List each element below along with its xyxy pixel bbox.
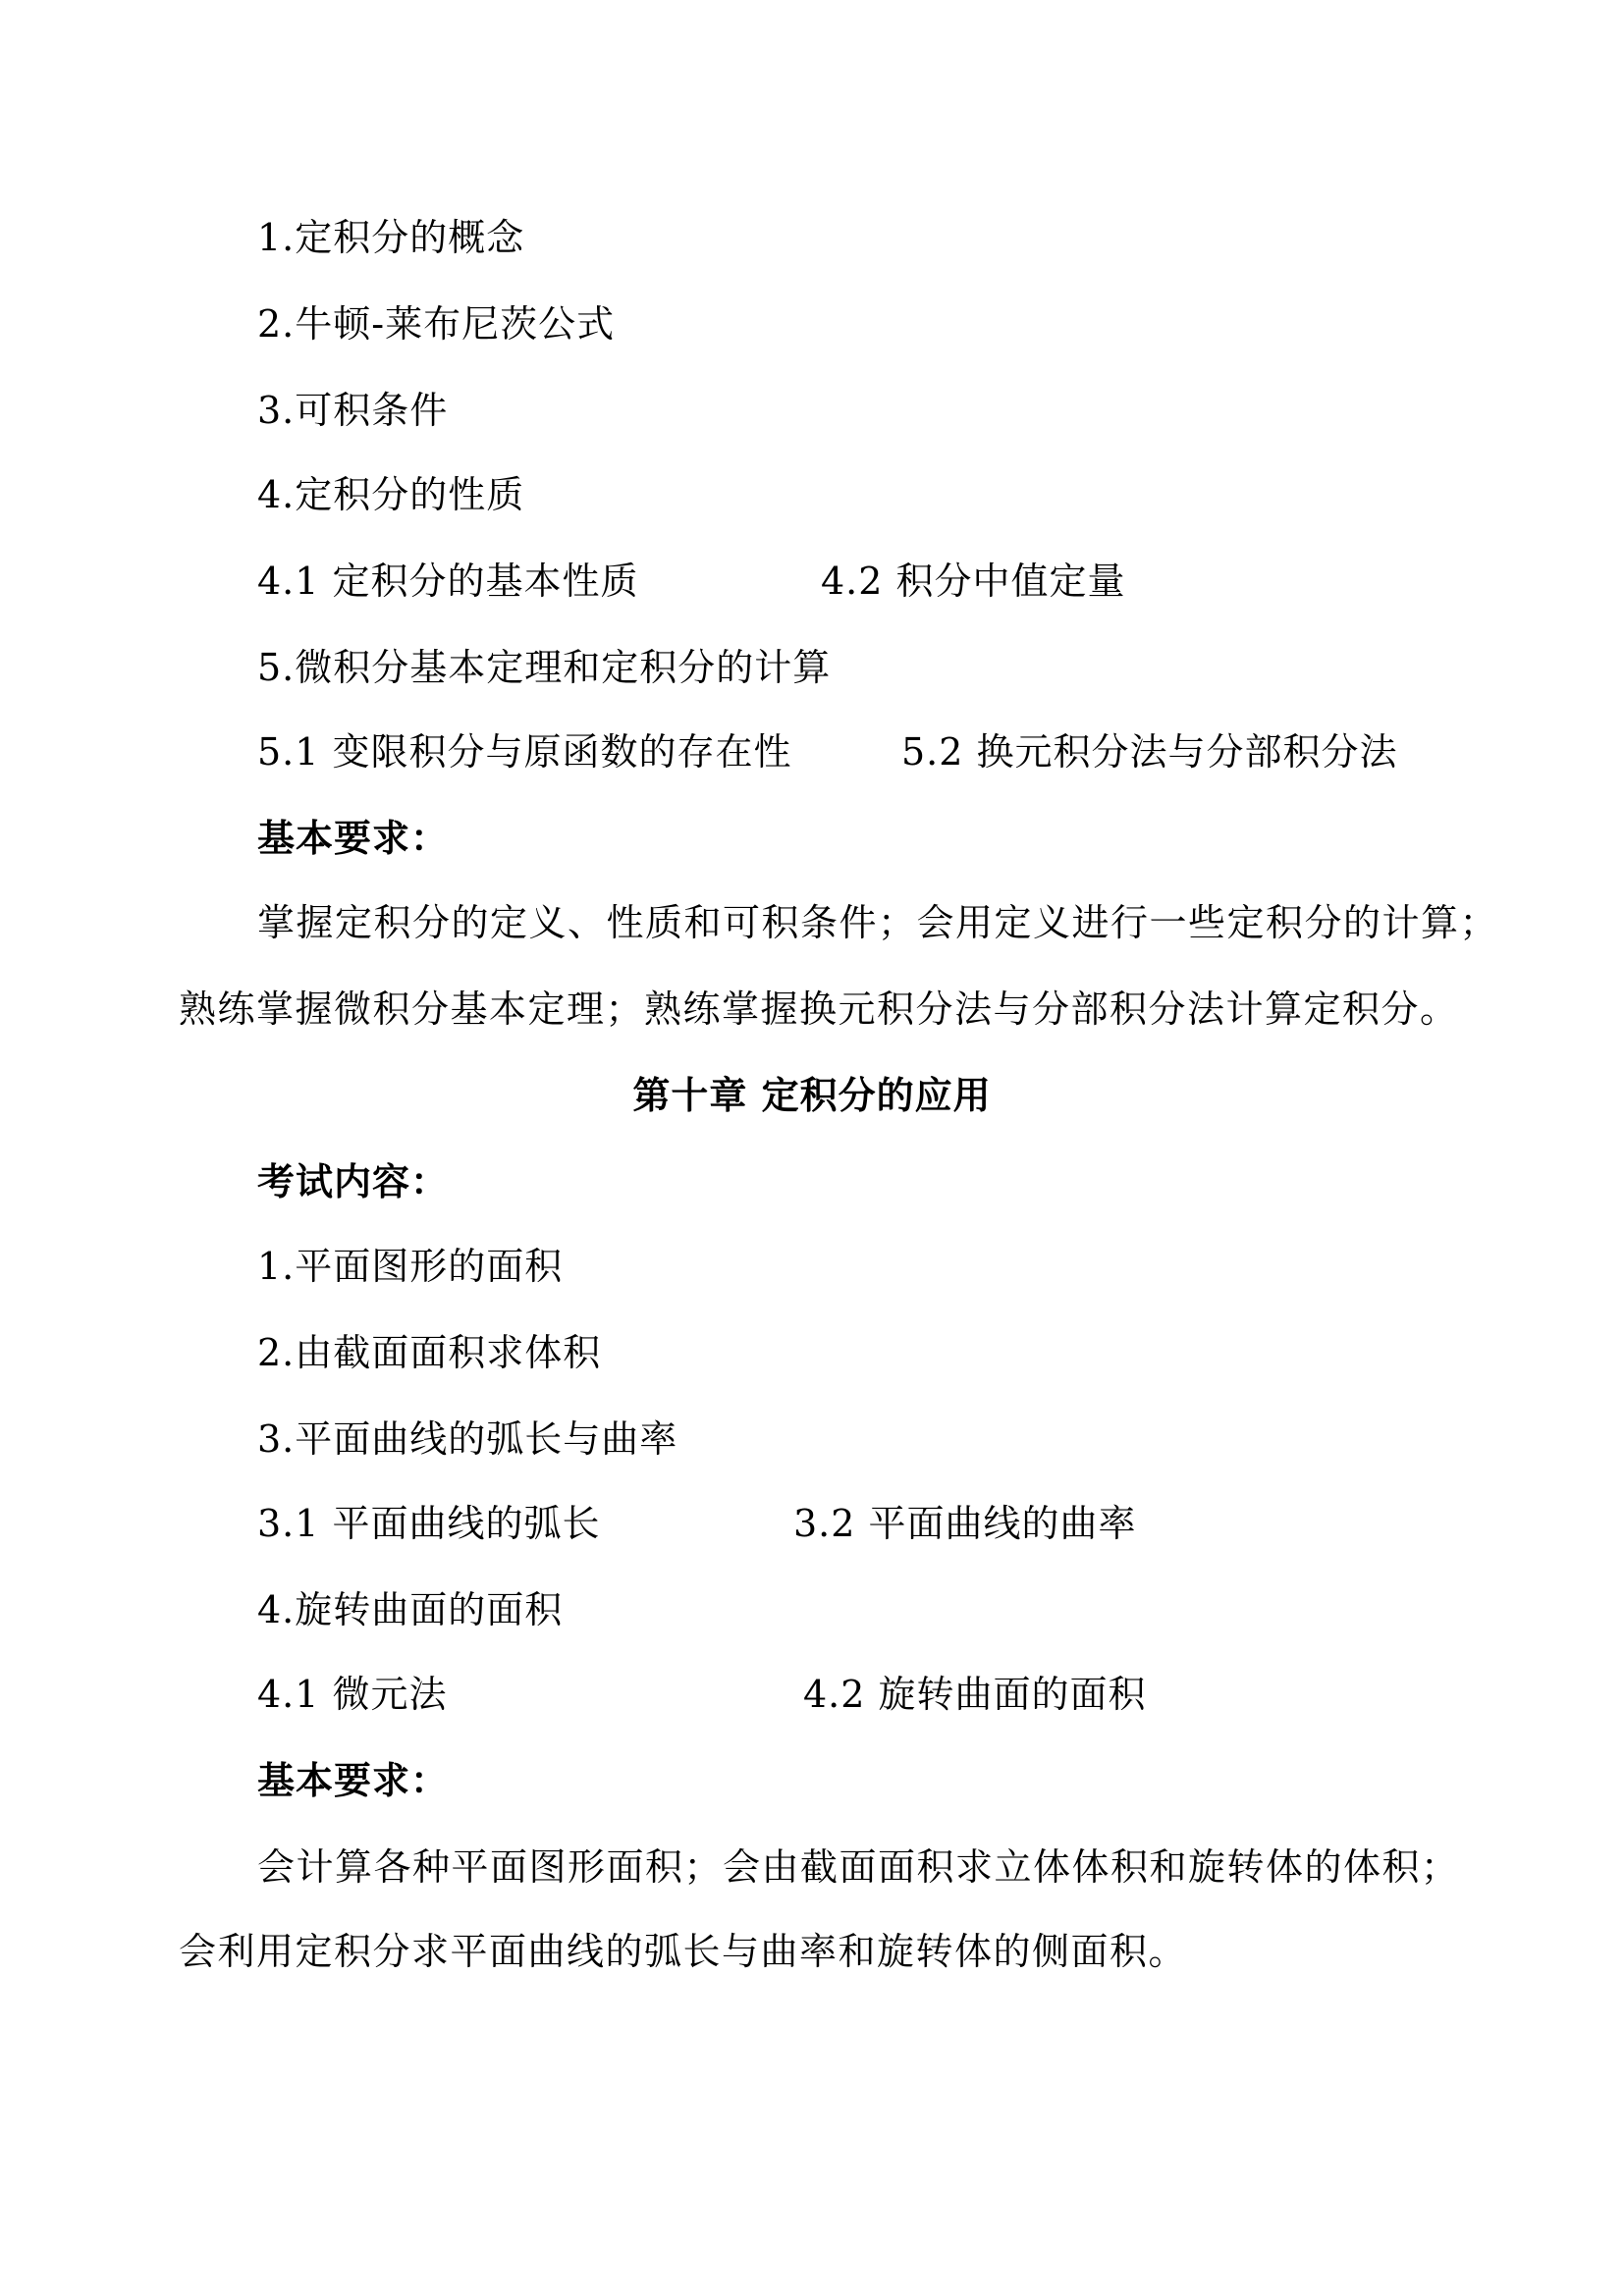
subsection-right: 4.2 旋转曲面的面积 <box>803 1673 1147 1716</box>
subsection-right: 5.2 换元积分法与分部积分法 <box>901 730 1398 774</box>
list-item: 4.旋转曲面的面积 <box>257 1588 564 1631</box>
subsection-right: 4.2 积分中值定量 <box>821 560 1126 603</box>
list-item: 3.平面曲线的弧长与曲率 <box>257 1417 678 1461</box>
list-item: 2.由截面面积求体积 <box>257 1331 602 1374</box>
chapter-title: 第十章 定积分的应用 <box>632 1074 992 1117</box>
requirements-text: 会利用定积分求平面曲线的弧长与曲率和旋转体的侧面积。 <box>179 1930 1188 1973</box>
subsection-row <box>257 556 1126 607</box>
subsection-row <box>257 1498 1137 1549</box>
list-item: 5.微积分基本定理和定积分的计算 <box>257 646 832 689</box>
list-item: 1.定积分的概念 <box>257 216 525 259</box>
subsection-right: 3.2 平面曲线的曲率 <box>793 1502 1137 1545</box>
list-item: 1.平面图形的面积 <box>257 1245 564 1288</box>
requirements-heading: 基本要求： <box>257 817 450 860</box>
requirements-text: 掌握定积分的定义、性质和可积条件；会用定义进行一些定积分的计算； <box>257 901 1499 944</box>
subsection-left: 4.1 定积分的基本性质 <box>257 560 639 603</box>
list-item: 4.定积分的性质 <box>257 473 525 516</box>
requirements-heading: 基本要求： <box>257 1759 450 1802</box>
subsection-row <box>257 726 1398 777</box>
subsection-left: 5.1 变限积分与原函数的存在性 <box>257 730 792 774</box>
subsection-left: 4.1 微元法 <box>257 1673 448 1716</box>
list-item: 3.可积条件 <box>257 389 449 432</box>
content-heading: 考试内容： <box>257 1160 450 1203</box>
requirements-text: 熟练掌握微积分基本定理；熟练掌握换元积分法与分部积分法计算定积分。 <box>179 988 1459 1031</box>
subsection-left: 3.1 平面曲线的弧长 <box>257 1502 601 1545</box>
subsection-row <box>257 1669 1147 1720</box>
requirements-text: 会计算各种平面图形面积；会由截面面积求立体体积和旋转体的体积； <box>257 1845 1460 1889</box>
list-item: 2.牛顿-莱布尼茨公式 <box>257 302 616 346</box>
